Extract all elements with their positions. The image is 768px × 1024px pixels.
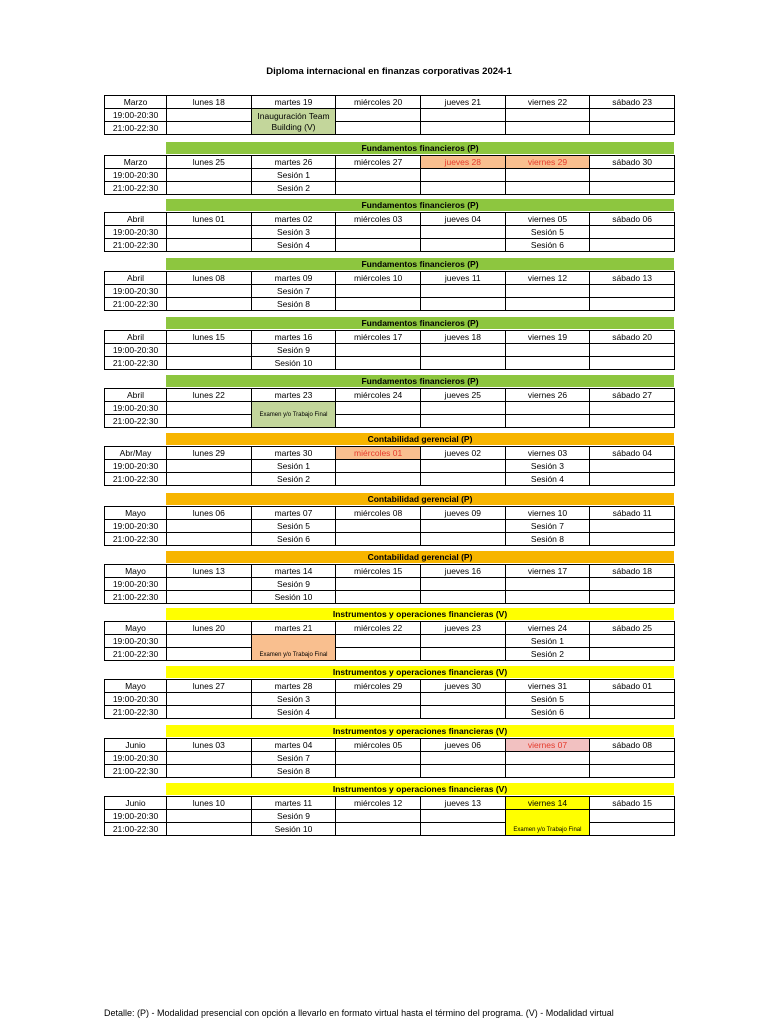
session-cell — [167, 533, 252, 546]
session-cell — [420, 823, 505, 836]
session-cell — [167, 591, 252, 604]
day-header: viernes 10 — [505, 507, 590, 520]
month-cell: Abril — [105, 389, 167, 402]
section-banner: Fundamentos financieros (P) — [166, 375, 674, 387]
day-header: jueves 18 — [420, 331, 505, 344]
time-slot: 21:00-22:30 — [105, 765, 167, 778]
session-cell — [420, 473, 505, 486]
session-cell — [336, 226, 421, 239]
day-header: sábado 08 — [590, 739, 675, 752]
session-cell — [167, 823, 252, 836]
session-cell — [167, 765, 252, 778]
day-header: martes 14 — [251, 565, 336, 578]
session-cell — [336, 285, 421, 298]
month-cell: Mayo — [105, 622, 167, 635]
time-slot: 19:00-20:30 — [105, 578, 167, 591]
session-cell — [420, 109, 505, 122]
session-cell — [420, 591, 505, 604]
session-cell: Sesión 1 — [505, 635, 590, 648]
day-header: lunes 18 — [167, 96, 252, 109]
time-slot: 21:00-22:30 — [105, 298, 167, 311]
session-cell — [336, 460, 421, 473]
day-header: viernes 07 — [505, 739, 590, 752]
day-header: jueves 06 — [420, 739, 505, 752]
day-header: jueves 21 — [420, 96, 505, 109]
session-cell: Sesión 7 — [251, 752, 336, 765]
session-cell — [505, 182, 590, 195]
week-table — [104, 271, 675, 311]
day-header: jueves 11 — [420, 272, 505, 285]
merged-event-cell: Examen y/o Trabajo Final — [505, 810, 590, 836]
day-header: lunes 01 — [167, 213, 252, 226]
week-table — [104, 388, 675, 428]
time-slot: 19:00-20:30 — [105, 520, 167, 533]
day-header: miércoles 20 — [336, 96, 421, 109]
day-header: martes 16 — [251, 331, 336, 344]
session-cell — [420, 520, 505, 533]
session-cell — [167, 226, 252, 239]
session-cell — [590, 169, 675, 182]
session-cell — [167, 635, 252, 648]
day-header: lunes 13 — [167, 565, 252, 578]
session-cell: Sesión 1 — [251, 169, 336, 182]
session-cell: Sesión 5 — [505, 226, 590, 239]
time-slot: 21:00-22:30 — [105, 415, 167, 428]
session-cell — [420, 693, 505, 706]
time-slot: 21:00-22:30 — [105, 473, 167, 486]
session-cell — [590, 460, 675, 473]
month-cell: Abr/May — [105, 447, 167, 460]
month-cell: Marzo — [105, 156, 167, 169]
session-cell — [167, 357, 252, 370]
month-cell: Junio — [105, 739, 167, 752]
session-cell: Sesión 8 — [251, 765, 336, 778]
session-cell — [167, 415, 252, 428]
session-cell — [420, 648, 505, 661]
section-banner: Contabilidad gerencial (P) — [166, 493, 674, 505]
session-cell: Sesión 4 — [505, 473, 590, 486]
session-cell: Sesión 9 — [251, 578, 336, 591]
day-header: viernes 05 — [505, 213, 590, 226]
session-cell: Sesión 10 — [251, 357, 336, 370]
day-header: lunes 10 — [167, 797, 252, 810]
session-cell — [420, 226, 505, 239]
session-cell — [420, 239, 505, 252]
session-cell — [420, 415, 505, 428]
session-cell — [420, 357, 505, 370]
time-slot: 19:00-20:30 — [105, 285, 167, 298]
session-cell — [590, 635, 675, 648]
day-header: viernes 17 — [505, 565, 590, 578]
session-cell — [167, 285, 252, 298]
day-header: viernes 12 — [505, 272, 590, 285]
session-cell — [336, 109, 421, 122]
time-slot: 19:00-20:30 — [105, 109, 167, 122]
session-cell — [167, 109, 252, 122]
session-cell — [420, 122, 505, 135]
session-cell: Sesión 2 — [505, 648, 590, 661]
session-cell — [590, 591, 675, 604]
week-table — [104, 738, 675, 778]
session-cell — [336, 344, 421, 357]
session-cell — [420, 344, 505, 357]
time-slot: 19:00-20:30 — [105, 752, 167, 765]
day-header: jueves 28 — [420, 156, 505, 169]
session-cell — [590, 578, 675, 591]
day-header: viernes 22 — [505, 96, 590, 109]
day-header: miércoles 22 — [336, 622, 421, 635]
section-banner: Fundamentos financieros (P) — [166, 317, 674, 329]
section-banner: Contabilidad gerencial (P) — [166, 433, 674, 445]
month-cell: Mayo — [105, 507, 167, 520]
day-header: jueves 25 — [420, 389, 505, 402]
week-table — [104, 679, 675, 719]
day-header: miércoles 12 — [336, 797, 421, 810]
day-header: sábado 27 — [590, 389, 675, 402]
session-cell — [505, 169, 590, 182]
time-slot: 19:00-20:30 — [105, 810, 167, 823]
session-cell — [336, 578, 421, 591]
session-cell — [336, 402, 421, 415]
session-cell — [167, 578, 252, 591]
section-banner: Contabilidad gerencial (P) — [166, 551, 674, 563]
session-cell — [590, 765, 675, 778]
month-cell: Abril — [105, 213, 167, 226]
day-header: sábado 25 — [590, 622, 675, 635]
session-cell — [420, 578, 505, 591]
day-header: viernes 24 — [505, 622, 590, 635]
week-table — [104, 621, 675, 661]
day-header: lunes 27 — [167, 680, 252, 693]
session-cell — [420, 285, 505, 298]
session-cell: Sesión 8 — [251, 298, 336, 311]
day-header: viernes 29 — [505, 156, 590, 169]
session-cell — [336, 823, 421, 836]
day-header: sábado 06 — [590, 213, 675, 226]
section-banner: Fundamentos financieros (P) — [166, 258, 674, 270]
day-header: lunes 29 — [167, 447, 252, 460]
session-cell — [336, 169, 421, 182]
day-header: sábado 11 — [590, 507, 675, 520]
day-header: miércoles 27 — [336, 156, 421, 169]
session-cell — [336, 415, 421, 428]
session-cell — [336, 533, 421, 546]
week-table — [104, 446, 675, 486]
day-header: jueves 23 — [420, 622, 505, 635]
session-cell: Sesión 6 — [505, 706, 590, 719]
session-cell — [505, 765, 590, 778]
section-banner: Instrumentos y operaciones financieras (V) — [166, 666, 674, 678]
session-cell — [505, 752, 590, 765]
day-header: martes 23 — [251, 389, 336, 402]
session-cell — [336, 706, 421, 719]
session-cell — [590, 344, 675, 357]
day-header: lunes 06 — [167, 507, 252, 520]
session-cell — [167, 520, 252, 533]
day-header: miércoles 15 — [336, 565, 421, 578]
session-cell — [167, 473, 252, 486]
time-slot: 19:00-20:30 — [105, 226, 167, 239]
session-cell — [505, 344, 590, 357]
session-cell — [336, 182, 421, 195]
month-cell: Marzo — [105, 96, 167, 109]
session-cell — [590, 693, 675, 706]
day-header: sábado 04 — [590, 447, 675, 460]
day-header: viernes 19 — [505, 331, 590, 344]
session-cell: Sesión 3 — [505, 460, 590, 473]
month-cell: Abril — [105, 272, 167, 285]
section-banner: Instrumentos y operaciones financieras (V) — [166, 783, 674, 795]
day-header: miércoles 24 — [336, 389, 421, 402]
week-table — [104, 564, 675, 604]
session-cell — [505, 402, 590, 415]
day-header: miércoles 10 — [336, 272, 421, 285]
time-slot: 19:00-20:30 — [105, 635, 167, 648]
section-banner: Instrumentos y operaciones financieras (V) — [166, 608, 674, 620]
session-cell — [420, 169, 505, 182]
session-cell — [420, 635, 505, 648]
day-header: sábado 01 — [590, 680, 675, 693]
time-slot: 21:00-22:30 — [105, 533, 167, 546]
day-header: jueves 02 — [420, 447, 505, 460]
month-cell: Junio — [105, 797, 167, 810]
session-cell: Sesión 4 — [251, 706, 336, 719]
time-slot: 21:00-22:30 — [105, 182, 167, 195]
time-slot: 21:00-22:30 — [105, 648, 167, 661]
week-table — [104, 95, 675, 135]
session-cell — [590, 520, 675, 533]
day-header: martes 28 — [251, 680, 336, 693]
time-slot: 21:00-22:30 — [105, 706, 167, 719]
session-cell: Sesión 4 — [251, 239, 336, 252]
day-header: martes 26 — [251, 156, 336, 169]
week-table — [104, 155, 675, 195]
time-slot: 19:00-20:30 — [105, 693, 167, 706]
day-header: sábado 23 — [590, 96, 675, 109]
session-cell — [420, 810, 505, 823]
session-cell: Sesión 9 — [251, 810, 336, 823]
session-cell — [420, 402, 505, 415]
session-cell — [167, 239, 252, 252]
week-table — [104, 330, 675, 370]
day-header: martes 07 — [251, 507, 336, 520]
session-cell — [420, 533, 505, 546]
session-cell — [167, 169, 252, 182]
session-cell: Sesión 3 — [251, 693, 336, 706]
session-cell: Sesión 10 — [251, 823, 336, 836]
session-cell — [167, 460, 252, 473]
session-cell — [420, 765, 505, 778]
session-cell — [336, 473, 421, 486]
day-header: martes 02 — [251, 213, 336, 226]
session-cell: Sesión 5 — [251, 520, 336, 533]
session-cell — [336, 635, 421, 648]
day-header: sábado 18 — [590, 565, 675, 578]
session-cell — [590, 533, 675, 546]
time-slot: 21:00-22:30 — [105, 823, 167, 836]
time-slot: 21:00-22:30 — [105, 122, 167, 135]
session-cell — [505, 109, 590, 122]
session-cell — [505, 357, 590, 370]
session-cell — [590, 473, 675, 486]
day-header: martes 04 — [251, 739, 336, 752]
footer-note: Detalle: (P) - Modalidad presencial con opción a llevarlo en formato virtual hasta el término del programa. (V) - Modalidad virtual — [104, 1008, 614, 1018]
session-cell — [167, 402, 252, 415]
day-header: lunes 25 — [167, 156, 252, 169]
day-header: martes 19 — [251, 96, 336, 109]
session-cell — [336, 591, 421, 604]
session-cell — [590, 415, 675, 428]
day-header: miércoles 03 — [336, 213, 421, 226]
day-header: sábado 13 — [590, 272, 675, 285]
day-header: miércoles 17 — [336, 331, 421, 344]
session-cell — [420, 460, 505, 473]
time-slot: 19:00-20:30 — [105, 402, 167, 415]
section-banner: Fundamentos financieros (P) — [166, 199, 674, 211]
session-cell — [336, 752, 421, 765]
day-header: viernes 26 — [505, 389, 590, 402]
session-cell — [167, 298, 252, 311]
session-cell: Sesión 10 — [251, 591, 336, 604]
session-cell — [505, 591, 590, 604]
session-cell — [590, 357, 675, 370]
session-cell — [336, 765, 421, 778]
session-cell — [336, 693, 421, 706]
week-table — [104, 212, 675, 252]
day-header: lunes 20 — [167, 622, 252, 635]
session-cell — [590, 298, 675, 311]
day-header: martes 09 — [251, 272, 336, 285]
day-header: jueves 16 — [420, 565, 505, 578]
session-cell — [420, 182, 505, 195]
session-cell — [167, 752, 252, 765]
session-cell: Sesión 8 — [505, 533, 590, 546]
day-header: viernes 14 — [505, 797, 590, 810]
session-cell — [590, 109, 675, 122]
session-cell: Sesión 1 — [251, 460, 336, 473]
session-cell: Sesión 7 — [251, 285, 336, 298]
section-banner: Instrumentos y operaciones financieras (V) — [166, 725, 674, 737]
session-cell: Sesión 6 — [251, 533, 336, 546]
month-cell: Mayo — [105, 565, 167, 578]
merged-event-cell: Examen y/o Trabajo Final — [251, 402, 336, 428]
session-cell — [336, 648, 421, 661]
week-table — [104, 796, 675, 836]
session-cell — [590, 402, 675, 415]
day-header: martes 11 — [251, 797, 336, 810]
session-cell — [590, 823, 675, 836]
month-cell: Abril — [105, 331, 167, 344]
session-cell — [590, 648, 675, 661]
day-header: jueves 30 — [420, 680, 505, 693]
merged-event-cell: Examen y/o Trabajo Final — [251, 635, 336, 661]
session-cell — [167, 648, 252, 661]
session-cell — [590, 752, 675, 765]
day-header: jueves 04 — [420, 213, 505, 226]
session-cell — [167, 122, 252, 135]
session-cell — [167, 693, 252, 706]
session-cell — [167, 182, 252, 195]
session-cell — [505, 285, 590, 298]
session-cell — [505, 578, 590, 591]
session-cell — [505, 298, 590, 311]
month-cell: Mayo — [105, 680, 167, 693]
session-cell: Sesión 2 — [251, 182, 336, 195]
day-header: jueves 13 — [420, 797, 505, 810]
session-cell — [420, 752, 505, 765]
section-banner: Fundamentos financieros (P) — [166, 142, 674, 154]
session-cell: Sesión 2 — [251, 473, 336, 486]
day-header: miércoles 05 — [336, 739, 421, 752]
session-cell — [420, 298, 505, 311]
day-header: sábado 30 — [590, 156, 675, 169]
session-cell — [590, 239, 675, 252]
document-title: Diploma internacional en finanzas corporativas 2024-1 — [266, 66, 512, 77]
session-cell: Sesión 6 — [505, 239, 590, 252]
session-cell — [167, 344, 252, 357]
day-header: sábado 20 — [590, 331, 675, 344]
time-slot: 19:00-20:30 — [105, 460, 167, 473]
session-cell — [590, 706, 675, 719]
day-header: miércoles 08 — [336, 507, 421, 520]
session-cell — [336, 357, 421, 370]
day-header: sábado 15 — [590, 797, 675, 810]
time-slot: 21:00-22:30 — [105, 239, 167, 252]
day-header: jueves 09 — [420, 507, 505, 520]
session-cell — [505, 415, 590, 428]
session-cell — [590, 122, 675, 135]
session-cell: Sesión 5 — [505, 693, 590, 706]
merged-event-cell: Inauguración Team Building (V) — [251, 109, 336, 135]
session-cell — [590, 285, 675, 298]
day-header: miércoles 01 — [336, 447, 421, 460]
session-cell — [590, 182, 675, 195]
session-cell — [336, 520, 421, 533]
session-cell — [420, 706, 505, 719]
day-header: lunes 15 — [167, 331, 252, 344]
day-header: lunes 08 — [167, 272, 252, 285]
session-cell — [336, 122, 421, 135]
time-slot: 19:00-20:30 — [105, 169, 167, 182]
session-cell: Sesión 3 — [251, 226, 336, 239]
session-cell — [590, 810, 675, 823]
session-cell — [336, 810, 421, 823]
session-cell: Sesión 7 — [505, 520, 590, 533]
session-cell — [336, 298, 421, 311]
session-cell — [167, 706, 252, 719]
session-cell — [505, 122, 590, 135]
day-header: martes 30 — [251, 447, 336, 460]
session-cell — [336, 239, 421, 252]
day-header: miércoles 29 — [336, 680, 421, 693]
week-table — [104, 506, 675, 546]
time-slot: 19:00-20:30 — [105, 344, 167, 357]
day-header: lunes 22 — [167, 389, 252, 402]
session-cell — [167, 810, 252, 823]
day-header: lunes 03 — [167, 739, 252, 752]
session-cell — [590, 226, 675, 239]
day-header: viernes 31 — [505, 680, 590, 693]
day-header: viernes 03 — [505, 447, 590, 460]
time-slot: 21:00-22:30 — [105, 357, 167, 370]
session-cell: Sesión 9 — [251, 344, 336, 357]
time-slot: 21:00-22:30 — [105, 591, 167, 604]
day-header: martes 21 — [251, 622, 336, 635]
